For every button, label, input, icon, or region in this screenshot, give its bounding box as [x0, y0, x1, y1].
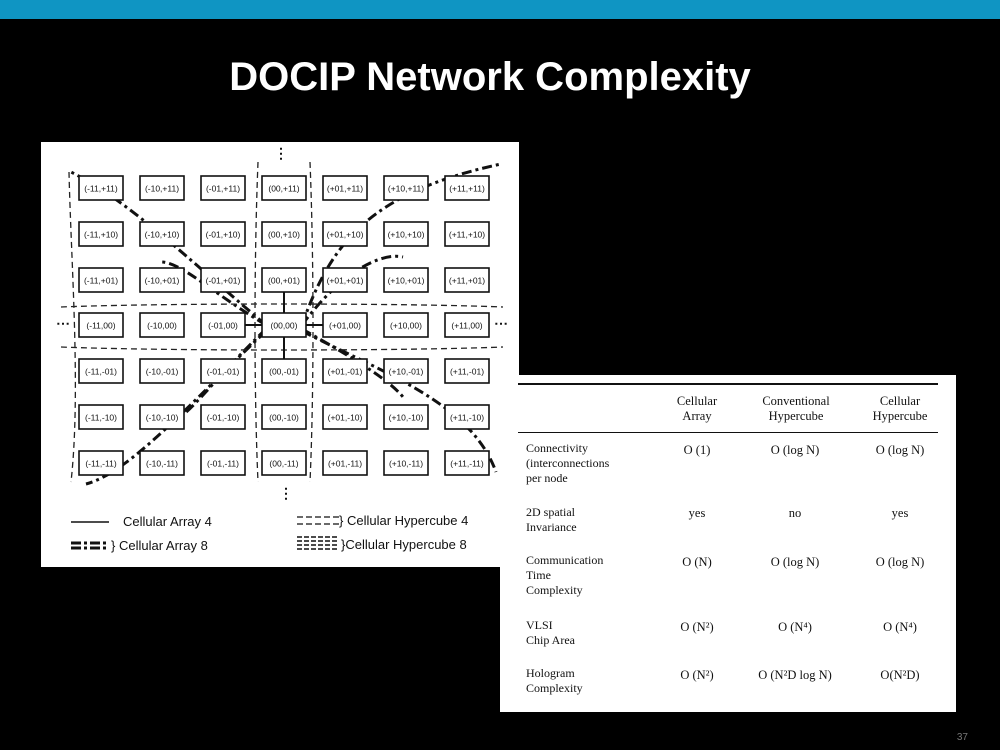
- node-label: (+10,+10): [387, 229, 425, 240]
- cell-vlsi-array: O (N²): [680, 620, 714, 634]
- node-label: (00,00): [270, 320, 298, 331]
- node-label: (+10,+01): [387, 275, 425, 286]
- node-label: (+01,-01): [327, 366, 363, 377]
- node-label: (-10,+01): [144, 275, 180, 286]
- cell-connectivity-hyper: O (log N): [875, 443, 925, 457]
- cell-invariance-array: yes: [688, 506, 706, 520]
- legend-array8-label: } Cellular Array 8: [111, 538, 208, 553]
- node-label: (-01,-01): [206, 366, 240, 377]
- cell-communication-hyper: O (log N): [875, 555, 925, 569]
- top-accent-bar: [0, 0, 1000, 19]
- node-label: (-11,+01): [83, 275, 119, 286]
- table-header-cellular-array: Cellular Array: [676, 394, 718, 423]
- node-label: (-10,00): [147, 320, 177, 331]
- row-label-vlsi: VLSI Chip Area: [526, 618, 575, 647]
- cell-hologram-conv: O (N²D log N): [758, 668, 832, 682]
- continuation-marker: ⋯: [56, 315, 70, 331]
- continuation-marker: ⋮: [279, 485, 293, 501]
- row-label-hologram: Hologram Complexity: [526, 666, 583, 695]
- hypercube-link: [310, 162, 313, 482]
- node-label: (+11,+10): [448, 229, 486, 240]
- cell-invariance-hyper: yes: [891, 506, 909, 520]
- table-header-rule: [518, 432, 938, 433]
- node-label: (-10,+11): [144, 183, 180, 194]
- node-label: (-10,-11): [146, 458, 178, 469]
- node-label: (+10,-01): [388, 366, 424, 377]
- node-label: (+01,+11): [326, 183, 364, 194]
- node-label: (+01,+01): [326, 275, 364, 286]
- node-label: (00,+01): [268, 275, 300, 286]
- row-label-invariance: 2D spatial Invariance: [526, 505, 577, 534]
- node-label: (-10,-01): [145, 366, 179, 377]
- node-label: (+10,00): [390, 320, 422, 331]
- continuation-marker: ⋯: [494, 315, 508, 331]
- legend-hypercube8-label: }Cellular Hypercube 8: [341, 537, 467, 552]
- node-label: (00,-10): [269, 412, 299, 423]
- node-label: (00,+11): [268, 183, 300, 194]
- row-label-communication: Communication Time Complexity: [526, 553, 604, 597]
- node-label: (-10,+10): [144, 229, 180, 240]
- complexity-table: [500, 375, 956, 712]
- node-label: (+10,-11): [388, 458, 424, 469]
- network-diagram-svg: [41, 142, 519, 567]
- node-label: (+11,+01): [448, 275, 486, 286]
- cell-invariance-conv: no: [788, 506, 802, 520]
- node-label: (-01,-11): [207, 458, 239, 469]
- node-label: (-11,+10): [83, 229, 119, 240]
- node-label: (+11,00): [451, 320, 483, 331]
- node-label: (-10,-10): [145, 412, 179, 423]
- table-top-rule: [518, 383, 938, 385]
- network-diagram: [41, 142, 519, 567]
- node-label: (-01,+10): [205, 229, 241, 240]
- table-header-conventional-hypercube: Conventional Hypercube: [762, 394, 830, 423]
- node-label: (+11,-11): [450, 458, 484, 469]
- cell-hologram-hyper: O(N²D): [880, 668, 920, 682]
- node-label: (-01,00): [208, 320, 238, 331]
- hypercube-link: [255, 162, 258, 482]
- node-label: (+01,-11): [327, 458, 363, 469]
- node-label: (+01,+10): [326, 229, 364, 240]
- legend-hypercube4-label: } Cellular Hypercube 4: [339, 513, 469, 528]
- node-label: (00,+10): [268, 229, 300, 240]
- node-label: (-01,+01): [205, 275, 241, 286]
- row-label-connectivity: Connectivity (interconnections per node: [526, 441, 610, 485]
- cell-connectivity-conv: O (log N): [770, 443, 820, 457]
- node-label: (+11,+11): [449, 183, 485, 194]
- node-label: (+01,-10): [327, 412, 363, 423]
- slide-title: DOCIP Network Complexity: [229, 55, 751, 99]
- node-label: (-11,-11): [85, 458, 117, 469]
- node-label: (00,-11): [269, 458, 299, 469]
- node-label: (+10,-10): [388, 412, 424, 423]
- cell-vlsi-conv: O (N⁴): [778, 620, 812, 634]
- node-label: (+11,-01): [449, 366, 485, 377]
- node-label: (-01,-10): [206, 412, 240, 423]
- cell-connectivity-array: O (1): [683, 443, 711, 457]
- node-label: (-01,+11): [205, 183, 241, 194]
- node-label: (+10,+11): [387, 183, 425, 194]
- node-label: (-11,-10): [85, 412, 117, 423]
- page-number: 37: [956, 732, 968, 743]
- table-header-cellular-hypercube: Cellular Hypercube: [872, 394, 928, 423]
- continuation-marker: ⋮: [274, 145, 288, 161]
- cell-communication-array: O (N): [682, 555, 712, 569]
- hypercube-link: [61, 304, 503, 307]
- node-label: (+01,00): [329, 320, 361, 331]
- node-label: (-11,-01): [85, 366, 117, 377]
- node-label: (00,-01): [269, 366, 299, 377]
- node-label: (-11,00): [86, 320, 116, 331]
- cell-hologram-array: O (N²): [680, 668, 714, 682]
- legend-array4-label: Cellular Array 4: [123, 514, 212, 529]
- hypercube-link: [61, 347, 503, 350]
- cell-communication-conv: O (log N): [770, 555, 820, 569]
- node-label: (-11,+11): [84, 183, 118, 194]
- cell-vlsi-hyper: O (N⁴): [883, 620, 917, 634]
- node-label: (+11,-10): [449, 412, 485, 423]
